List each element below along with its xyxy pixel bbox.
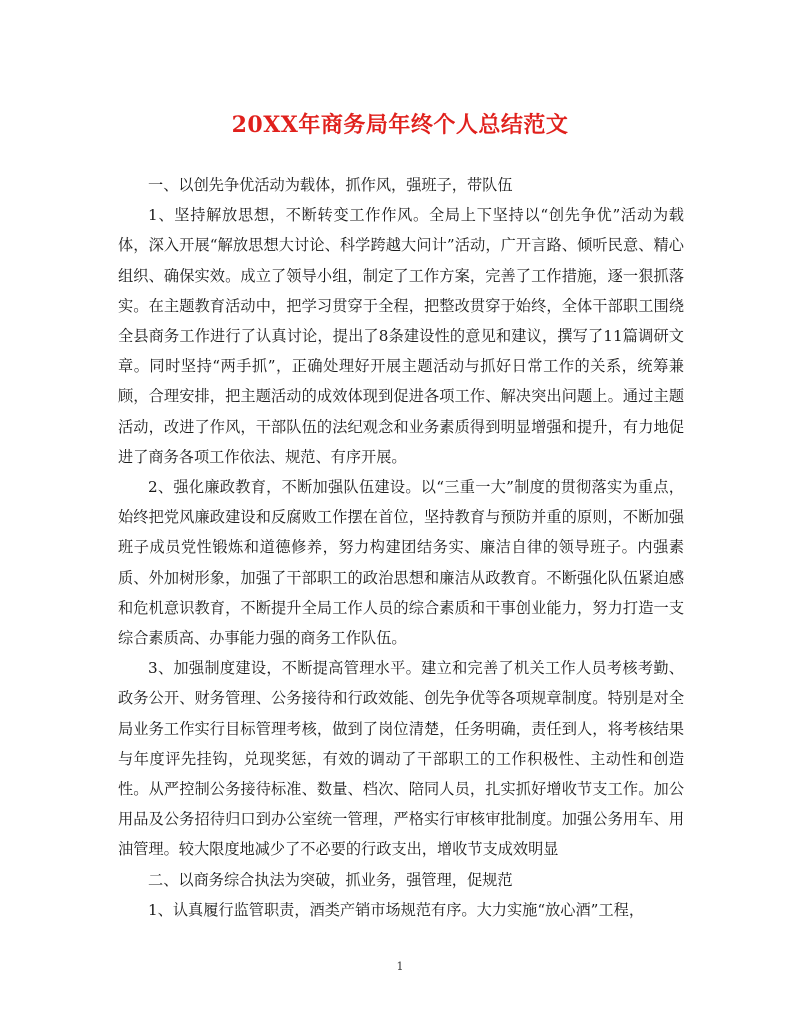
paragraph-2: 2、强化廉政教育，不断加强队伍建设。以“三重一大”制度的贯彻落实为重点，始终把党风廉政建设和反腐败工作摆在首位，坚持教育与预防并重的原则，不断加强班子成员党性锻炼和道德修养，努力构建团结务实、廉洁自律的领导班子。内强素质、外加树形象，加强了干部职工的政治思想和廉洁从政教育。不断强化队伍紧迫感和危机意识教育，不断提升全局工作人员的综合素质和干事创业能力，努力打造一支综合素质高、办事能力强的商务工作队伍。: [118, 478, 684, 648]
paragraph-1: 1、坚持解放思想，不断转变工作作风。全局上下坚持以“创先争优”活动为载体，深入开展“解放思想大讨论、科学跨越大问计”活动，广开言路、倾听民意、精心组织、确保实效。成立了领导小组，制定了工作方案，完善了工作措施，逐一狠抓落实。在主题教育活动中，把学习贯穿于全程，把整改贯穿于始终，全体干部职工围绕全县商务工作进行了认真讨论，提出了8条建设性的意见和建议，撰写了11篇调研文章。同时坚持“两手抓”，正确处理好开展主题活动与抓好日常工作的关系，统筹兼顾，合理安排，把主题活动的成效体现到促进各项工作、解决突出问题上。通过主题活动，改进了作风，干部队伍的法纪观念和业务素质得到明显增强和提升，有力地促进了商务各项工作依法、规范、有序开展。: [118, 206, 684, 466]
section-heading-2: 二、以商务综合执法为突破，抓业务，强管理，促规范: [148, 870, 513, 889]
page-number: 1: [396, 960, 404, 973]
paragraph-4: 1、认真履行监管职责，酒类产销市场规范有序。大力实施“放心酒”工程，: [148, 900, 645, 919]
paragraph-3: 3、加强制度建设，不断提高管理水平。建立和完善了机关工作人员考核考勤、政务公开、财务管理、公务接待和行政效能、创先争优等各项规章制度。特别是对全局业务工作实行目标管理考核，做到了岗位清楚，任务明确，责任到人，将考核结果与年度评先挂钩，兑现奖惩，有效的调动了干部职工的工作积极性、主动性和创造性。从严控制公务接待标准、数量、档次、陪同人员，扎实抓好增收节支工作。加公用品及公务招待归口到办公室统一管理，严格实行审核审批制度。加强公务用车、用油管理。较大限度地减少了不必要的行政支出，增收节支成效明显: [118, 659, 684, 859]
document-title: 20XX年商务局年终个人总结范文: [231, 112, 569, 138]
document-body: [118, 170, 684, 925]
section-heading-1: 一、以创先争优活动为载体，抓作风，强班子，带队伍: [148, 176, 513, 194]
